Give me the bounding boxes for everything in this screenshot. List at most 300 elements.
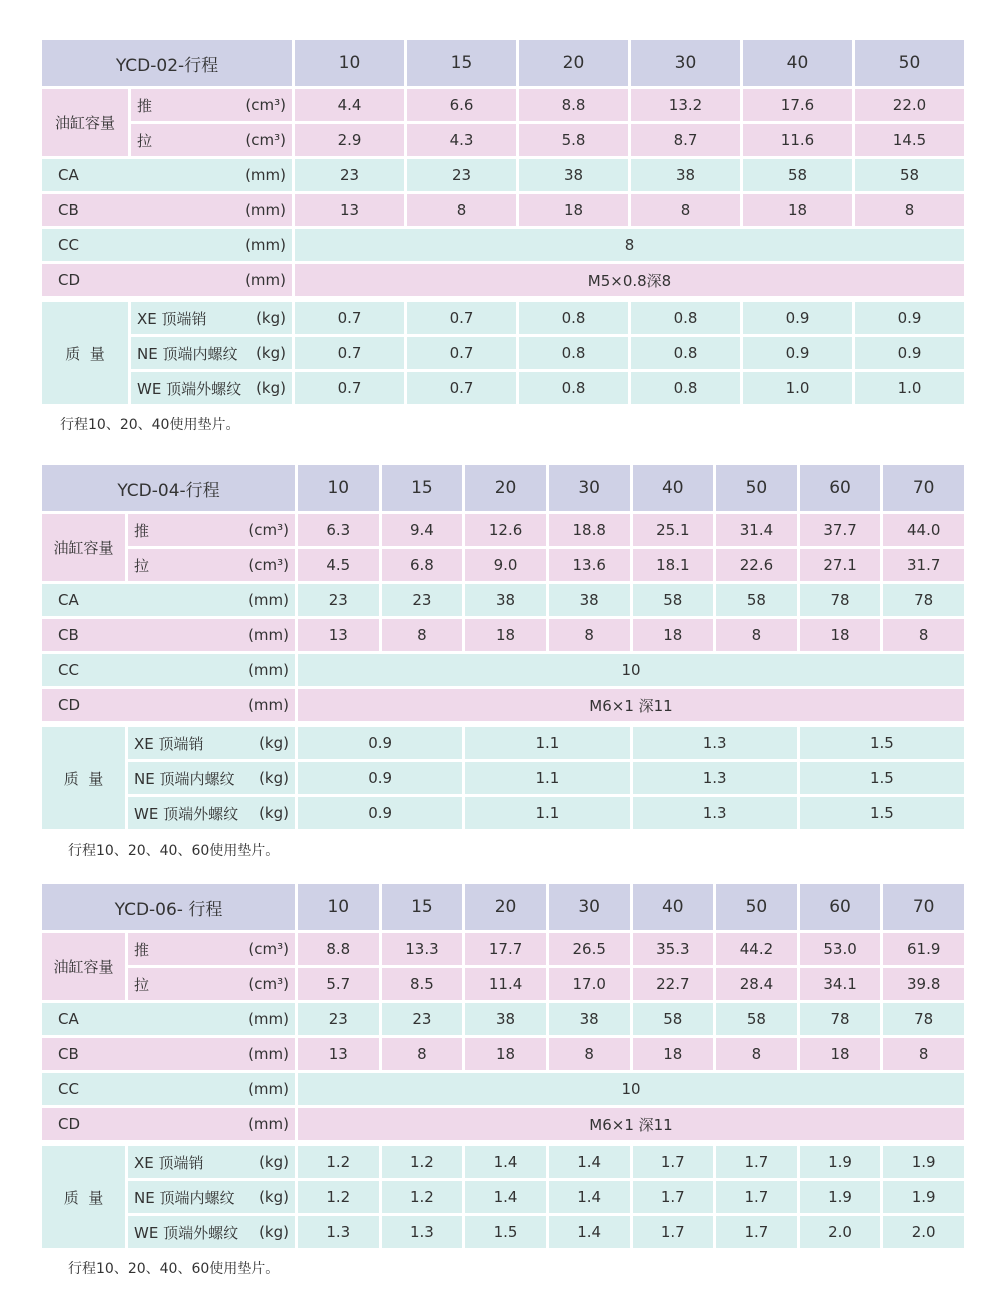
ca-cell: 58	[633, 584, 714, 616]
we-label: WE 顶端外螺纹	[134, 1223, 239, 1242]
pull-row	[125, 549, 964, 581]
xe-mass-cell: 1.4	[465, 1146, 546, 1178]
pull-label-cell	[128, 968, 295, 1000]
stroke-header-cell: 50	[855, 40, 964, 86]
volume-unit: (cm³)	[248, 975, 289, 993]
cylinder-capacity-group	[42, 514, 964, 581]
volume-unit: (cm³)	[245, 96, 286, 114]
stroke-header-cell: 20	[519, 40, 628, 86]
cb-unit: (mm)	[248, 626, 289, 644]
cb-label-cell	[42, 619, 295, 651]
ne-mass-cell: 1.9	[883, 1181, 964, 1213]
cb-cell: 13	[298, 619, 379, 651]
stroke-header-cell: 70	[883, 465, 964, 511]
cc-label: CC	[58, 236, 79, 254]
mass-label: 质 量	[42, 1146, 125, 1248]
stroke-header-cell: 10	[298, 884, 379, 930]
push-cell: 18.8	[549, 514, 630, 546]
we-label-cell	[131, 372, 292, 404]
cb-row	[42, 619, 964, 651]
pull-cell: 11.4	[465, 968, 546, 1000]
header-row	[42, 40, 964, 86]
ca-cell: 38	[631, 159, 740, 191]
cb-label: CB	[58, 1045, 79, 1063]
we-mass-cell: 1.7	[633, 1216, 714, 1248]
ca-cell: 78	[800, 1003, 881, 1035]
push-label-cell	[128, 514, 295, 546]
push-cell: 26.5	[549, 933, 630, 965]
we-mass-cell: 1.3	[298, 1216, 379, 1248]
pull-cell: 13.6	[549, 549, 630, 581]
pull-cell: 8.7	[631, 124, 740, 156]
stroke-header-cell: 30	[549, 465, 630, 511]
ne-mass-cell: 1.4	[549, 1181, 630, 1213]
ca-cell: 58	[633, 1003, 714, 1035]
pull-cell: 8.5	[382, 968, 463, 1000]
stroke-header-cell: 15	[382, 884, 463, 930]
push-cell: 13.2	[631, 89, 740, 121]
ca-cell: 38	[465, 1003, 546, 1035]
mass-unit: (kg)	[259, 1223, 289, 1241]
stroke-header-cell: 40	[633, 884, 714, 930]
ne-mass-row	[128, 337, 964, 369]
cc-label-cell	[42, 654, 295, 686]
pull-cell: 14.5	[855, 124, 964, 156]
stroke-header-cell: 20	[465, 465, 546, 511]
cb-cell: 8	[407, 194, 516, 226]
xe-mass-cell: 1.2	[298, 1146, 379, 1178]
ne-label-cell	[128, 762, 295, 794]
cb-cell: 8	[549, 1038, 630, 1070]
ca-label-cell	[42, 584, 295, 616]
cb-cell: 13	[295, 194, 404, 226]
xe-label: XE 顶端销	[134, 734, 204, 753]
xe-mass-cell: 0.9	[298, 727, 462, 759]
we-mass-cell: 1.0	[855, 372, 964, 404]
we-mass-cell: 2.0	[883, 1216, 964, 1248]
ca-label-cell	[42, 159, 292, 191]
ne-label-cell	[131, 337, 292, 369]
pull-row	[128, 124, 964, 156]
we-label: WE 顶端外螺纹	[134, 804, 239, 823]
volume-unit: (cm³)	[248, 940, 289, 958]
spec-table-3	[42, 884, 964, 1251]
ca-cell: 78	[883, 584, 964, 616]
push-cell: 53.0	[800, 933, 881, 965]
ne-mass-cell: 1.7	[716, 1181, 797, 1213]
push-cell: 35.3	[633, 933, 714, 965]
cb-cell: 18	[743, 194, 852, 226]
mass-unit: (kg)	[259, 769, 289, 787]
ca-label: CA	[58, 591, 79, 609]
cb-cell: 13	[298, 1038, 379, 1070]
xe-mass-cell: 1.2	[382, 1146, 463, 1178]
cd-label: CD	[58, 271, 81, 289]
cb-unit: (mm)	[248, 1045, 289, 1063]
ne-mass-cell: 0.8	[519, 337, 628, 369]
ne-mass-cell: 0.9	[855, 337, 964, 369]
push-label: 推	[134, 940, 150, 959]
cd-value: M6×1 深11	[298, 689, 964, 721]
we-mass-cell: 1.4	[549, 1216, 630, 1248]
cc-unit: (mm)	[245, 236, 286, 254]
we-label: WE 顶端外螺纹	[137, 379, 242, 398]
stroke-header-cell: 50	[716, 884, 797, 930]
cylinder-capacity-label: 油缸容量	[42, 933, 125, 1000]
xe-mass-cell: 0.9	[743, 302, 852, 334]
pull-label-cell	[131, 124, 292, 156]
ne-mass-cell: 1.4	[465, 1181, 546, 1213]
push-cell: 6.6	[407, 89, 516, 121]
model-title: YCD-04-行程	[42, 465, 295, 511]
xe-mass-cell: 0.8	[519, 302, 628, 334]
cb-cell: 18	[519, 194, 628, 226]
mass-unit: (kg)	[259, 734, 289, 752]
ca-cell: 23	[298, 1003, 379, 1035]
ne-mass-cell: 1.7	[633, 1181, 714, 1213]
xe-mass-cell: 1.1	[465, 727, 629, 759]
we-mass-cell: 1.3	[633, 797, 797, 829]
xe-mass-cell: 0.9	[855, 302, 964, 334]
cb-row	[42, 194, 964, 226]
push-row	[125, 933, 964, 965]
push-cell: 17.7	[465, 933, 546, 965]
xe-label: XE 顶端销	[137, 309, 207, 328]
cylinder-capacity-group	[42, 89, 964, 156]
xe-label-cell	[128, 727, 295, 759]
cd-label-cell	[42, 689, 295, 721]
pull-label-cell	[128, 549, 295, 581]
we-mass-cell: 1.7	[716, 1216, 797, 1248]
push-row	[125, 514, 964, 546]
cb-cell: 8	[549, 619, 630, 651]
pull-cell: 31.7	[883, 549, 964, 581]
we-mass-cell: 0.7	[295, 372, 404, 404]
cd-row	[42, 1108, 964, 1140]
shim-note: 行程10、20、40使用垫片。	[60, 417, 240, 433]
ne-mass-cell: 1.2	[382, 1181, 463, 1213]
push-cell: 31.4	[716, 514, 797, 546]
xe-mass-cell: 1.5	[800, 727, 964, 759]
cb-row	[42, 1038, 964, 1070]
pull-cell: 28.4	[716, 968, 797, 1000]
cb-cell: 18	[633, 1038, 714, 1070]
cd-label-cell	[42, 1108, 295, 1140]
we-mass-row	[128, 372, 964, 404]
we-mass-cell: 1.1	[465, 797, 629, 829]
ca-label: CA	[58, 1010, 79, 1028]
header-row	[42, 884, 964, 930]
ne-mass-cell: 0.8	[631, 337, 740, 369]
pull-cell: 34.1	[800, 968, 881, 1000]
volume-unit: (cm³)	[248, 556, 289, 574]
we-mass-cell: 1.5	[465, 1216, 546, 1248]
mass-unit: (kg)	[256, 309, 286, 327]
we-mass-cell: 1.3	[382, 1216, 463, 1248]
ne-mass-cell: 0.9	[298, 762, 462, 794]
mass-label: 质 量	[42, 727, 125, 829]
xe-mass-cell: 1.7	[716, 1146, 797, 1178]
push-cell: 17.6	[743, 89, 852, 121]
spec-table-1	[42, 40, 964, 407]
push-cell: 8.8	[519, 89, 628, 121]
ca-cell: 38	[549, 584, 630, 616]
push-cell: 8.8	[298, 933, 379, 965]
xe-mass-cell: 0.8	[631, 302, 740, 334]
push-cell: 44.0	[883, 514, 964, 546]
ne-label-cell	[128, 1181, 295, 1213]
shim-note: 行程10、20、40、60使用垫片。	[68, 1261, 280, 1277]
ca-cell: 58	[716, 1003, 797, 1035]
push-cell: 25.1	[633, 514, 714, 546]
xe-mass-row	[125, 727, 964, 759]
stroke-header-cell: 60	[800, 465, 881, 511]
mass-body	[128, 302, 964, 404]
cd-value: M5×0.8深8	[295, 264, 964, 296]
spec-table-2	[42, 465, 964, 832]
mass-group	[42, 302, 964, 404]
cd-unit: (mm)	[248, 1115, 289, 1133]
ne-mass-cell: 0.7	[295, 337, 404, 369]
xe-mass-cell: 1.7	[633, 1146, 714, 1178]
xe-mass-cell: 1.9	[800, 1146, 881, 1178]
stroke-header-cell: 10	[295, 40, 404, 86]
xe-label: XE 顶端销	[134, 1153, 204, 1172]
pull-cell: 27.1	[800, 549, 881, 581]
we-mass-cell: 1.5	[800, 797, 964, 829]
mass-unit: (kg)	[256, 344, 286, 362]
cb-cell: 18	[800, 1038, 881, 1070]
cd-unit: (mm)	[248, 696, 289, 714]
mass-group	[42, 1146, 964, 1248]
push-cell: 37.7	[800, 514, 881, 546]
stroke-header-cell: 30	[549, 884, 630, 930]
cc-label-cell	[42, 1073, 295, 1105]
cb-label-cell	[42, 194, 292, 226]
pull-cell: 4.3	[407, 124, 516, 156]
cd-label: CD	[58, 1115, 81, 1133]
pull-cell: 4.5	[298, 549, 379, 581]
xe-mass-row	[128, 302, 964, 334]
stroke-header-cell: 15	[407, 40, 516, 86]
cb-label: CB	[58, 201, 79, 219]
we-mass-cell: 0.9	[298, 797, 462, 829]
ca-unit: (mm)	[248, 591, 289, 609]
shim-note: 行程10、20、40、60使用垫片。	[68, 843, 280, 859]
pull-cell: 22.6	[716, 549, 797, 581]
cc-label-cell	[42, 229, 292, 261]
push-label: 推	[137, 96, 153, 115]
cd-row	[42, 689, 964, 721]
cb-cell: 8	[883, 619, 964, 651]
pull-cell: 5.8	[519, 124, 628, 156]
cb-label-cell	[42, 1038, 295, 1070]
we-label-cell	[128, 1216, 295, 1248]
we-mass-row	[125, 797, 964, 829]
mass-unit: (kg)	[259, 1188, 289, 1206]
ne-mass-cell: 1.3	[633, 762, 797, 794]
push-cell: 13.3	[382, 933, 463, 965]
we-mass-cell: 2.0	[800, 1216, 881, 1248]
pull-cell: 2.9	[295, 124, 404, 156]
cylinder-capacity-label: 油缸容量	[42, 89, 128, 156]
xe-mass-row	[125, 1146, 964, 1178]
stroke-header-cell: 30	[631, 40, 740, 86]
cylinder-capacity-body	[125, 514, 964, 581]
we-mass-cell: 0.8	[631, 372, 740, 404]
we-mass-row	[125, 1216, 964, 1248]
stroke-header-cell: 40	[633, 465, 714, 511]
push-row	[128, 89, 964, 121]
ne-mass-cell: 1.5	[800, 762, 964, 794]
mass-body	[125, 727, 964, 829]
cc-unit: (mm)	[248, 1080, 289, 1098]
stroke-header-cell: 50	[716, 465, 797, 511]
volume-unit: (cm³)	[245, 131, 286, 149]
push-cell: 9.4	[382, 514, 463, 546]
cd-row	[42, 264, 964, 296]
ca-cell: 38	[549, 1003, 630, 1035]
pull-cell: 22.7	[633, 968, 714, 1000]
we-mass-cell: 1.0	[743, 372, 852, 404]
pull-cell: 39.8	[883, 968, 964, 1000]
ca-cell: 78	[883, 1003, 964, 1035]
cc-value: 10	[298, 654, 964, 686]
we-label-cell	[128, 797, 295, 829]
cb-cell: 8	[631, 194, 740, 226]
ca-cell: 23	[298, 584, 379, 616]
cc-row	[42, 1073, 964, 1105]
cb-unit: (mm)	[245, 201, 286, 219]
cb-cell: 8	[382, 619, 463, 651]
ca-cell: 23	[407, 159, 516, 191]
cb-cell: 8	[883, 1038, 964, 1070]
push-cell: 6.3	[298, 514, 379, 546]
header-row	[42, 465, 964, 511]
cd-label: CD	[58, 696, 81, 714]
xe-mass-cell: 1.3	[633, 727, 797, 759]
cb-label: CB	[58, 626, 79, 644]
cb-cell: 18	[800, 619, 881, 651]
xe-mass-cell: 1.9	[883, 1146, 964, 1178]
stroke-header-cell: 60	[800, 884, 881, 930]
ca-row	[42, 159, 964, 191]
cc-label: CC	[58, 1080, 79, 1098]
ne-mass-cell: 1.2	[298, 1181, 379, 1213]
xe-mass-cell: 0.7	[407, 302, 516, 334]
stroke-header-cell: 10	[298, 465, 379, 511]
pull-cell: 17.0	[549, 968, 630, 1000]
cb-cell: 18	[465, 1038, 546, 1070]
ca-cell: 23	[382, 1003, 463, 1035]
stroke-header-cell: 70	[883, 884, 964, 930]
model-title: YCD-06- 行程	[42, 884, 295, 930]
xe-mass-cell: 1.4	[549, 1146, 630, 1178]
pull-cell: 6.8	[382, 549, 463, 581]
cd-unit: (mm)	[245, 271, 286, 289]
cc-value: 10	[298, 1073, 964, 1105]
xe-label-cell	[131, 302, 292, 334]
ca-cell: 58	[855, 159, 964, 191]
xe-mass-cell: 0.7	[295, 302, 404, 334]
mass-group	[42, 727, 964, 829]
pull-cell: 11.6	[743, 124, 852, 156]
cc-row	[42, 654, 964, 686]
cb-cell: 8	[382, 1038, 463, 1070]
ca-cell: 58	[716, 584, 797, 616]
pull-label: 拉	[137, 131, 153, 150]
ca-cell: 23	[295, 159, 404, 191]
cb-cell: 8	[716, 1038, 797, 1070]
pull-cell: 18.1	[633, 549, 714, 581]
stroke-header-cell: 20	[465, 884, 546, 930]
push-cell: 61.9	[883, 933, 964, 965]
pull-row	[125, 968, 964, 1000]
pull-cell: 5.7	[298, 968, 379, 1000]
ca-cell: 38	[519, 159, 628, 191]
cb-cell: 18	[633, 619, 714, 651]
volume-unit: (cm³)	[248, 521, 289, 539]
pull-cell: 9.0	[465, 549, 546, 581]
mass-unit: (kg)	[256, 379, 286, 397]
ca-unit: (mm)	[248, 1010, 289, 1028]
ne-label: NE 顶端内螺纹	[134, 769, 235, 788]
cb-cell: 8	[716, 619, 797, 651]
ne-label: NE 顶端内螺纹	[134, 1188, 235, 1207]
cd-value: M6×1 深11	[298, 1108, 964, 1140]
push-cell: 44.2	[716, 933, 797, 965]
ne-mass-cell: 0.9	[743, 337, 852, 369]
ne-mass-row	[125, 762, 964, 794]
ne-mass-cell: 1.1	[465, 762, 629, 794]
cc-row	[42, 229, 964, 261]
ca-cell: 58	[743, 159, 852, 191]
pull-label: 拉	[134, 975, 150, 994]
push-label-cell	[131, 89, 292, 121]
cb-cell: 8	[855, 194, 964, 226]
mass-unit: (kg)	[259, 1153, 289, 1171]
push-cell: 12.6	[465, 514, 546, 546]
push-cell: 4.4	[295, 89, 404, 121]
ca-row	[42, 584, 964, 616]
cylinder-capacity-label: 油缸容量	[42, 514, 125, 581]
cd-label-cell	[42, 264, 292, 296]
ca-cell: 78	[800, 584, 881, 616]
ca-label: CA	[58, 166, 79, 184]
cylinder-capacity-body	[125, 933, 964, 1000]
we-mass-cell: 0.8	[519, 372, 628, 404]
mass-body	[125, 1146, 964, 1248]
cc-unit: (mm)	[248, 661, 289, 679]
push-label-cell	[128, 933, 295, 965]
cb-cell: 18	[465, 619, 546, 651]
cylinder-capacity-group	[42, 933, 964, 1000]
push-cell: 22.0	[855, 89, 964, 121]
ne-mass-row	[125, 1181, 964, 1213]
cylinder-capacity-body	[128, 89, 964, 156]
mass-label: 质 量	[42, 302, 128, 404]
stroke-header-cell: 40	[743, 40, 852, 86]
push-label: 推	[134, 521, 150, 540]
model-title: YCD-02-行程	[42, 40, 292, 86]
ca-unit: (mm)	[245, 166, 286, 184]
ne-mass-cell: 1.9	[800, 1181, 881, 1213]
we-mass-cell: 0.7	[407, 372, 516, 404]
ne-label: NE 顶端内螺纹	[137, 344, 238, 363]
mass-unit: (kg)	[259, 804, 289, 822]
cc-label: CC	[58, 661, 79, 679]
xe-label-cell	[128, 1146, 295, 1178]
